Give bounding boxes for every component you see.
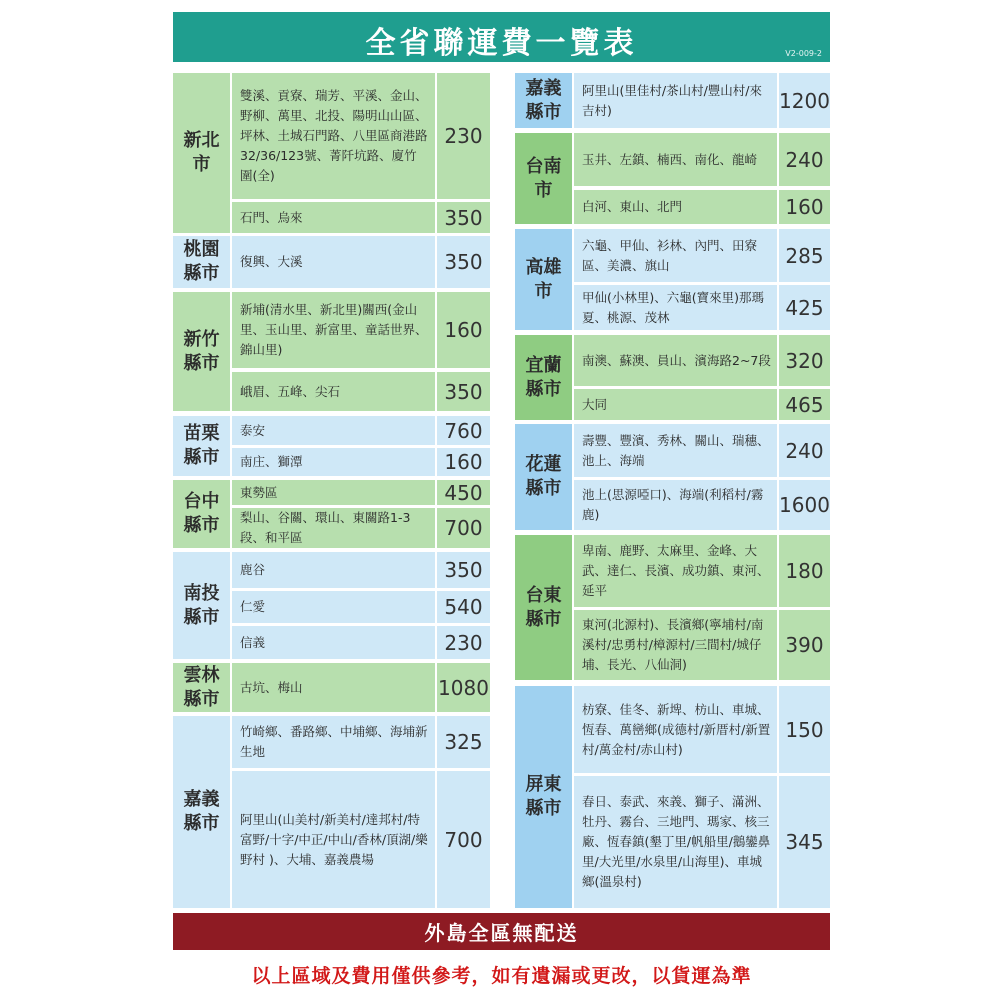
- fee-cell: 325: [437, 716, 490, 768]
- area-cell: 石門、烏來: [232, 202, 435, 233]
- area-cell: 竹崎鄉、番路鄉、中埔鄉、海埔新生地: [232, 716, 435, 768]
- area-cell: 新埔(清水里、新北里)關西(金山里、玉山里、新富里、童話世界、錦山里): [232, 292, 435, 368]
- fee-cell: 345: [779, 776, 830, 908]
- area-cell: 復興、大溪: [232, 236, 435, 288]
- fee-cell: 230: [437, 626, 490, 659]
- area-cell: 梨山、谷關、環山、東關路1-3段、和平區: [232, 508, 435, 548]
- fee-cell: 465: [779, 389, 830, 420]
- county-cell: 苗栗縣市: [173, 416, 230, 476]
- area-cell: 大同: [574, 389, 777, 420]
- area-cell: 春日、泰武、來義、獅子、滿洲、牡丹、霧台、三地門、瑪家、核三廠、恆春鎮(墾丁里/帆船里/鵝鑾鼻里/大光里/水泉里/山海里)、車城鄉(溫泉村): [574, 776, 777, 908]
- page-header: [173, 12, 830, 62]
- fee-cell: 1200: [779, 73, 830, 128]
- fee-cell: 390: [779, 610, 830, 680]
- fee-cell: 150: [779, 686, 830, 773]
- area-cell: 阿里山(里佳村/茶山村/豐山村/來吉村): [574, 73, 777, 128]
- county-cell: 雲林縣市: [173, 663, 230, 712]
- county-cell: 桃園縣市: [173, 236, 230, 288]
- fee-cell: 1080: [437, 663, 490, 712]
- outer-islands-banner: 外島全區無配送: [173, 913, 830, 950]
- area-cell: 六龜、甲仙、衫林、內門、田寮區、美濃、旗山: [574, 229, 777, 282]
- area-cell: 池上(思源啞口)、海端(利稻村/霧鹿): [574, 480, 777, 530]
- fee-cell: 540: [437, 591, 490, 623]
- area-cell: 阿里山(山美村/新美村/達邦村/特富野/十字/中正/中山/香林/頂湖/樂野村 )、大埔、嘉義農場: [232, 771, 435, 908]
- fee-cell: 700: [437, 771, 490, 908]
- area-cell: 甲仙(小林里)、六龜(寶來里)那瑪夏、桃源、茂林: [574, 285, 777, 330]
- fee-cell: 180: [779, 535, 830, 607]
- fee-cell: 320: [779, 335, 830, 386]
- fee-cell: 160: [437, 292, 490, 368]
- area-cell: 信義: [232, 626, 435, 659]
- area-cell: 雙溪、貢寮、瑞芳、平溪、金山、野柳、萬里、北投、陽明山山區、坪林、土城石門路、八里區商港路32/36/123號、菁阡坑路、廈竹圍(全): [232, 73, 435, 199]
- fee-cell: 160: [437, 448, 490, 476]
- fee-cell: 760: [437, 416, 490, 445]
- area-cell: 古坑、梅山: [232, 663, 435, 712]
- document-code: V2-009-2: [785, 49, 822, 58]
- area-cell: 枋寮、佳冬、新埤、枋山、車城、恆春、萬巒鄉(成德村/新厝村/新置村/萬金村/赤山村): [574, 686, 777, 773]
- area-cell: 泰安: [232, 416, 435, 445]
- county-cell: 宜蘭縣市: [515, 335, 572, 420]
- disclaimer-note: 以上區域及費用僅供參考，如有遺漏或更改，以貨運為準: [251, 964, 752, 987]
- fee-cell: 350: [437, 236, 490, 288]
- area-cell: 東河(北源村)、長濱鄉(寧埔村/南溪村/忠勇村/樟源村/三間村/城仔埔、長光、八仙洞): [574, 610, 777, 680]
- county-cell: 嘉義縣市: [515, 73, 572, 128]
- fee-cell: 350: [437, 372, 490, 411]
- county-cell: 嘉義縣市: [173, 716, 230, 908]
- fee-cell: 240: [779, 133, 830, 186]
- area-cell: 南澳、蘇澳、員山、濱海路2~7段: [574, 335, 777, 386]
- fee-cell: 425: [779, 285, 830, 330]
- fee-cell: 160: [779, 190, 830, 224]
- county-cell: 台東縣市: [515, 535, 572, 680]
- fee-cell: 285: [779, 229, 830, 282]
- county-cell: 屏東縣市: [515, 686, 572, 908]
- fee-cell: 240: [779, 424, 830, 477]
- area-cell: 峨眉、五峰、尖石: [232, 372, 435, 411]
- county-cell: 花蓮縣市: [515, 424, 572, 530]
- area-cell: 鹿谷: [232, 552, 435, 588]
- area-cell: 東勢區: [232, 480, 435, 505]
- county-cell: 台中縣市: [173, 480, 230, 548]
- area-cell: 卑南、鹿野、太麻里、金峰、大武、達仁、長濱、成功鎮、東河、延平: [574, 535, 777, 607]
- fee-cell: 700: [437, 508, 490, 548]
- county-cell: 新北市: [173, 73, 230, 233]
- area-cell: 玉井、左鎮、楠西、南化、龍崎: [574, 133, 777, 186]
- area-cell: 白河、東山、北門: [574, 190, 777, 224]
- area-cell: 仁愛: [232, 591, 435, 623]
- page-title: 全省聯運費一覽表: [365, 26, 638, 61]
- county-cell: 南投縣市: [173, 552, 230, 659]
- fee-cell: 350: [437, 202, 490, 233]
- area-cell: 南庄、獅潭: [232, 448, 435, 476]
- fee-cell: 1600: [779, 480, 830, 530]
- area-cell: 壽豐、豐濱、秀林、關山、瑞穗、池上、海端: [574, 424, 777, 477]
- fee-cell: 450: [437, 480, 490, 505]
- fee-cell: 350: [437, 552, 490, 588]
- county-cell: 台南市: [515, 133, 572, 224]
- county-cell: 新竹縣市: [173, 292, 230, 411]
- fee-cell: 230: [437, 73, 490, 199]
- county-cell: 高雄市: [515, 229, 572, 330]
